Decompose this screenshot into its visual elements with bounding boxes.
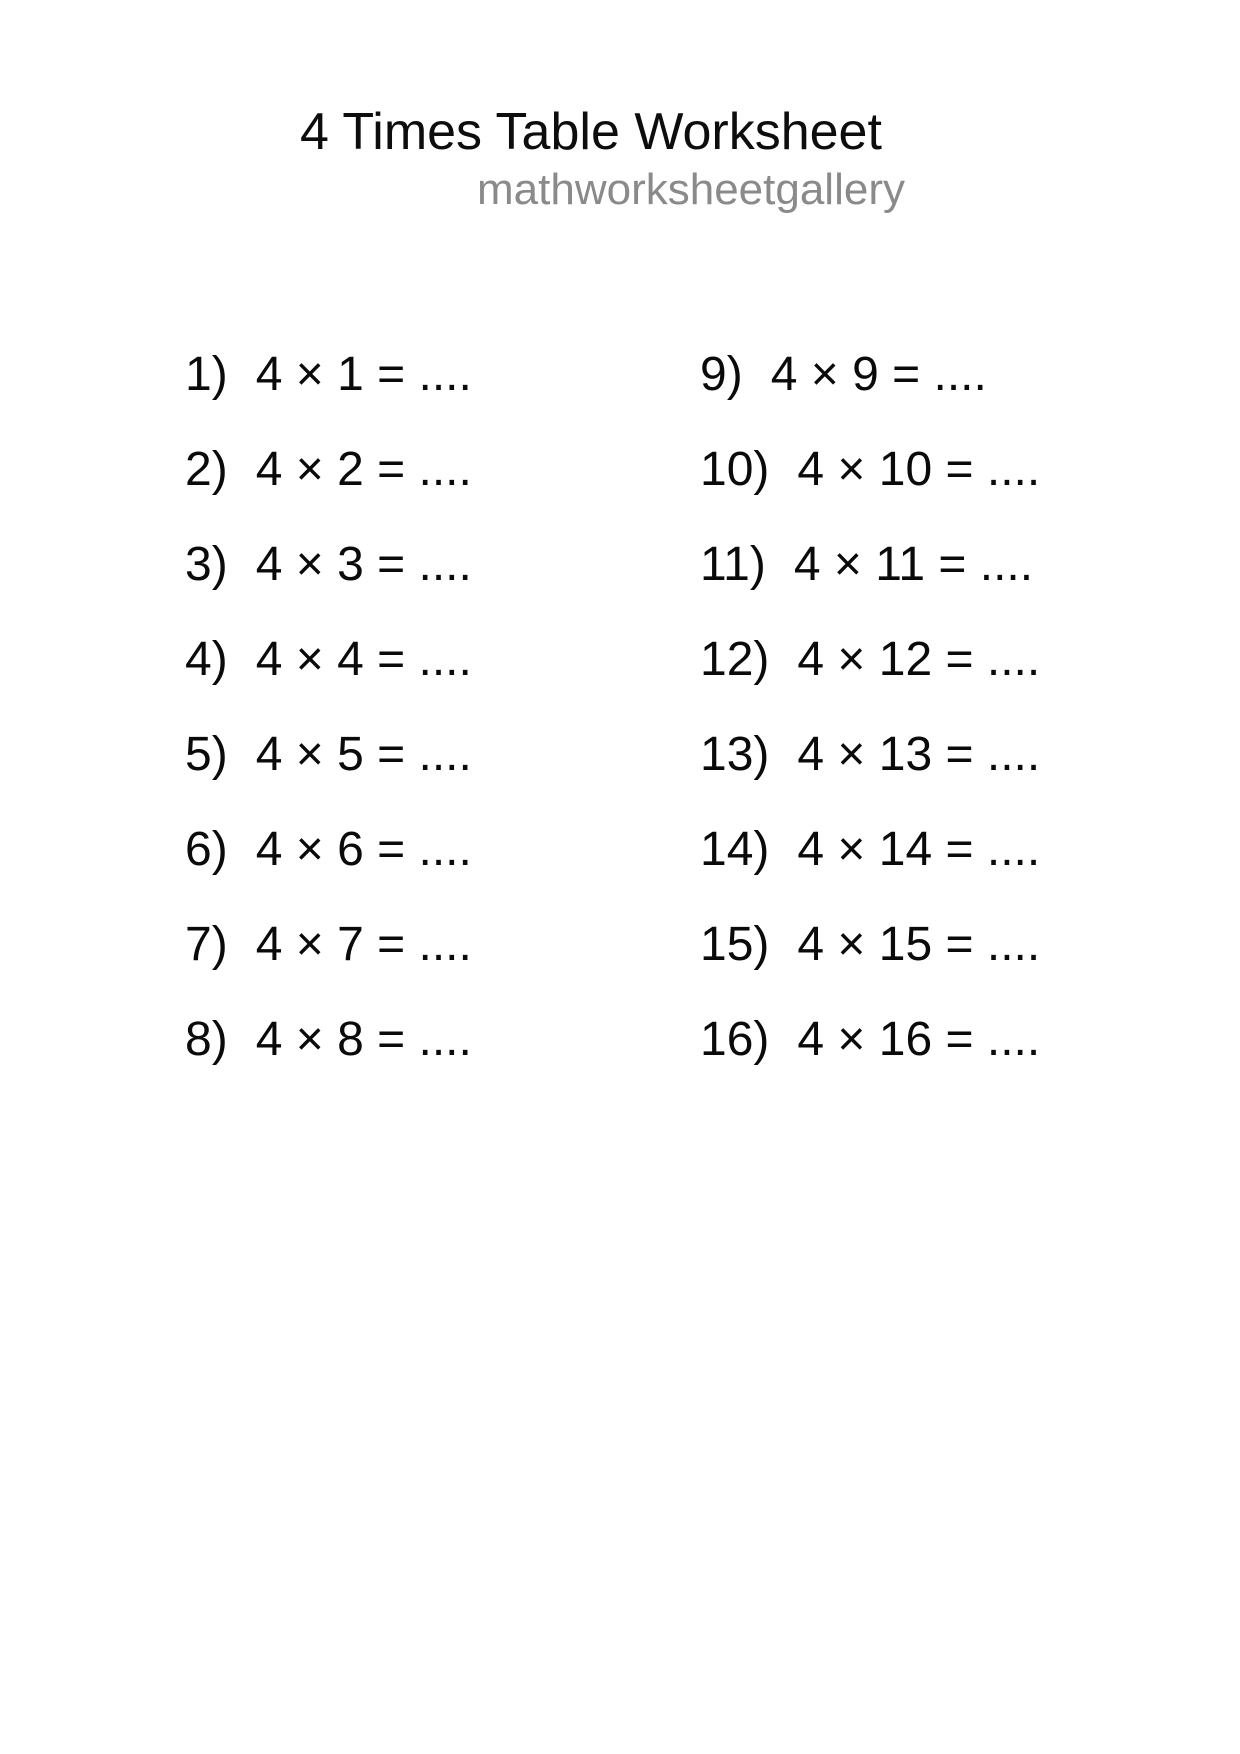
problem-item-8: [185, 1013, 472, 1066]
problem-expression: 4 × 7 = ....: [255, 918, 472, 971]
problem-item-15: [700, 918, 1041, 971]
problem-item-4: [185, 633, 472, 686]
problem-item-2: [185, 443, 472, 496]
problem-expression: 4 × 15 = ....: [797, 918, 1041, 971]
problem-expression: 4 × 2 = ....: [255, 443, 472, 496]
page-subtitle: mathworksheetgallery: [477, 165, 905, 214]
problem-expression: 4 × 11 = ....: [793, 538, 1034, 591]
problem-number: 15): [700, 918, 770, 971]
problem-number: 13): [700, 728, 770, 781]
problem-item-1: [185, 348, 472, 401]
problem-number: 7): [185, 918, 228, 971]
problem-number: 10): [700, 443, 770, 496]
problem-number: 1): [185, 348, 228, 401]
problem-expression: 4 × 1 = ....: [255, 348, 472, 401]
problem-item-11: [700, 538, 1034, 591]
problem-expression: 4 × 13 = ....: [797, 728, 1041, 781]
problem-item-3: [185, 538, 472, 591]
problem-number: 9): [700, 348, 743, 401]
problem-expression: 4 × 14 = ....: [797, 823, 1041, 876]
problem-number: 4): [185, 633, 228, 686]
problem-number: 14): [700, 823, 770, 876]
problem-expression: 4 × 6 = ....: [255, 823, 472, 876]
problem-expression: 4 × 9 = ....: [770, 348, 987, 401]
problem-expression: 4 × 10 = ....: [797, 443, 1041, 496]
problem-item-14: [700, 823, 1041, 876]
problem-number: 3): [185, 538, 228, 591]
problem-number: 8): [185, 1013, 228, 1066]
problem-item-16: [700, 1013, 1041, 1066]
problem-item-10: [700, 443, 1041, 496]
problem-number: 11): [700, 538, 766, 591]
problem-item-9: [700, 348, 987, 401]
problem-expression: 4 × 3 = ....: [255, 538, 472, 591]
problem-item-7: [185, 918, 472, 971]
problem-item-5: [185, 728, 472, 781]
problem-number: 6): [185, 823, 228, 876]
problem-number: 12): [700, 633, 770, 686]
problem-item-6: [185, 823, 472, 876]
problem-expression: 4 × 5 = ....: [255, 728, 472, 781]
problem-number: 2): [185, 443, 228, 496]
problem-expression: 4 × 8 = ....: [255, 1013, 472, 1066]
problem-number: 16): [700, 1013, 770, 1066]
problem-item-13: [700, 728, 1041, 781]
problem-expression: 4 × 12 = ....: [797, 633, 1041, 686]
page-title: 4 Times Table Worksheet: [300, 103, 882, 161]
problem-number: 5): [185, 728, 228, 781]
problem-expression: 4 × 4 = ....: [255, 633, 472, 686]
problem-item-12: [700, 633, 1041, 686]
problem-expression: 4 × 16 = ....: [797, 1013, 1041, 1066]
